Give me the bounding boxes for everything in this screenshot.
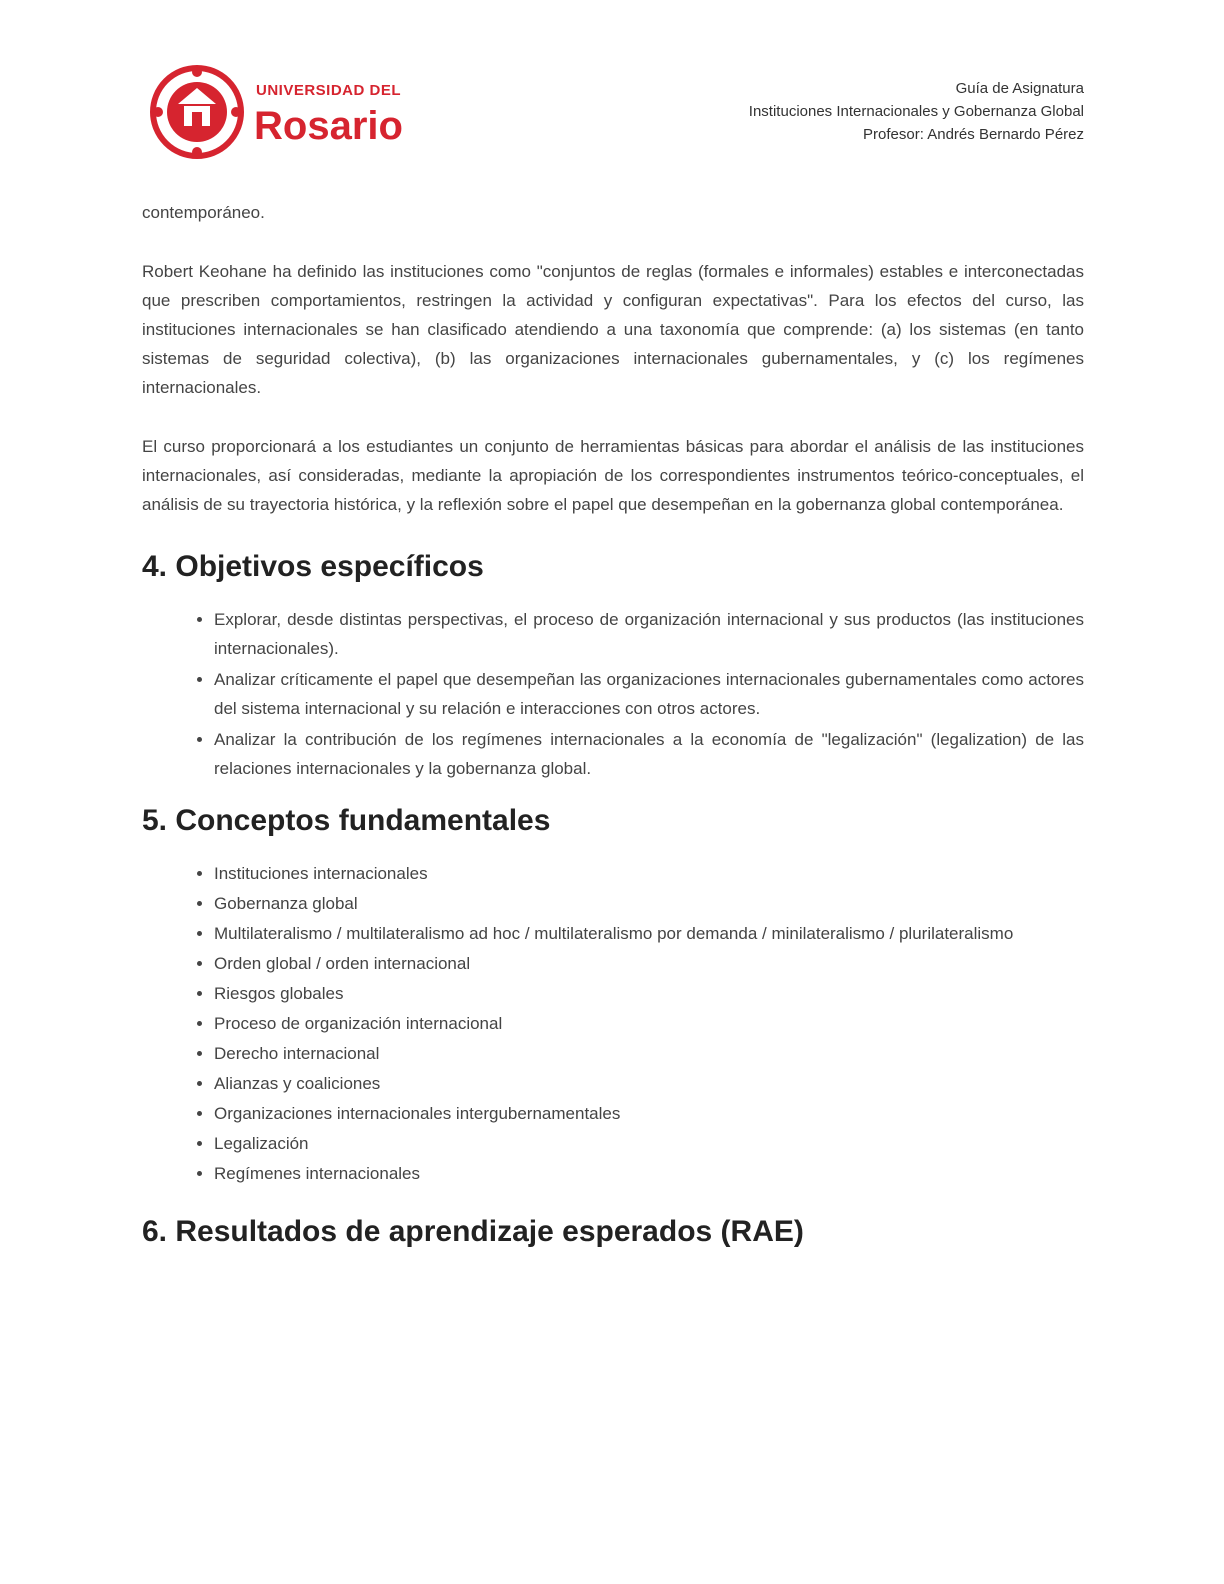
university-seal-icon <box>148 64 246 160</box>
list-item: • Regímenes internacionales <box>214 1159 1084 1188</box>
list-item: • Analizar la contribución de los regímenes internacionales a la economía de "legalización" (legalization) de las relaciones internacionales y la gobernanza global. <box>214 725 1084 783</box>
logo-text-main: Rosario <box>254 104 403 148</box>
list-item: • Gobernanza global <box>214 889 1084 918</box>
header-info <box>749 77 1084 146</box>
list-item: • Multilateralismo / multilateralismo ad hoc / multilateralismo por demanda / minilateralismo / plurilateralismo <box>214 919 1084 948</box>
header-line-course: Instituciones Internacionales y Gobernanza Global <box>748 103 1084 120</box>
list-item: • Alianzas y coaliciones <box>214 1069 1084 1098</box>
list-item: • Riesgos globales <box>214 979 1084 1008</box>
document-body <box>142 198 1084 1250</box>
section-title-objectives: 4. Objetivos específicos <box>142 550 484 583</box>
list-item: • Instituciones internacionales <box>214 859 1084 888</box>
concepts-list <box>142 859 1084 1188</box>
objectives-list <box>142 605 1084 783</box>
paragraph-fragment: contemporáneo. <box>142 203 265 222</box>
list-item: • Analizar críticamente el papel que desempeñan las organizaciones internacionales gubernamentales como actores del sistema internacional y su relación e interacciones con otros actores. <box>214 665 1084 723</box>
list-item: • Derecho internacional <box>214 1039 1084 1068</box>
university-logo <box>148 64 418 160</box>
paragraph-institutions-definition: Robert Keohane ha definido las instituciones como "conjuntos de reglas (formales e informales) estables e interconectadas que prescriben comportamientos, restringen la actividad y configuran expectativas". Para los efectos del curso, las instituciones internacionales se han clasificado atendiendo a una taxonomía que comprende: (a) los sistemas (en tanto sistemas de seguridad colectiva), (b) las organizaciones internacionales gubernamentales, y (c) los regímenes internacionales. <box>142 262 1084 397</box>
list-item: • Legalización <box>214 1129 1084 1158</box>
list-item: • Proceso de organización internacional <box>214 1009 1084 1038</box>
list-item: • Explorar, desde distintas perspectivas, el proceso de organización internacional y sus productos (las instituciones internacionales). <box>214 605 1084 663</box>
paragraph-course-purpose: El curso proporcionará a los estudiantes un conjunto de herramientas básicas para abordar el análisis de las instituciones internacionales, así consideradas, mediante la apropiación de los correspondientes instrumentos teórico-conceptuales, el análisis de su trayectoria histórica, y la reflexión sobre el papel que desempeñan en la gobernanza global contemporánea. <box>142 437 1084 514</box>
header-line-guide: Guía de Asignatura <box>955 80 1084 97</box>
logo-text-top: UNIVERSIDAD DEL <box>256 82 402 99</box>
section-title-concepts: 5. Conceptos fundamentales <box>142 804 551 837</box>
list-item: • Orden global / orden internacional <box>214 949 1084 978</box>
header-line-professor: Profesor: Andrés Bernardo Pérez <box>863 126 1084 143</box>
list-item: • Organizaciones internacionales intergubernamentales <box>214 1099 1084 1128</box>
section-title-learning-outcomes: 6. Resultados de aprendizaje esperados (RAE) <box>142 1215 804 1248</box>
